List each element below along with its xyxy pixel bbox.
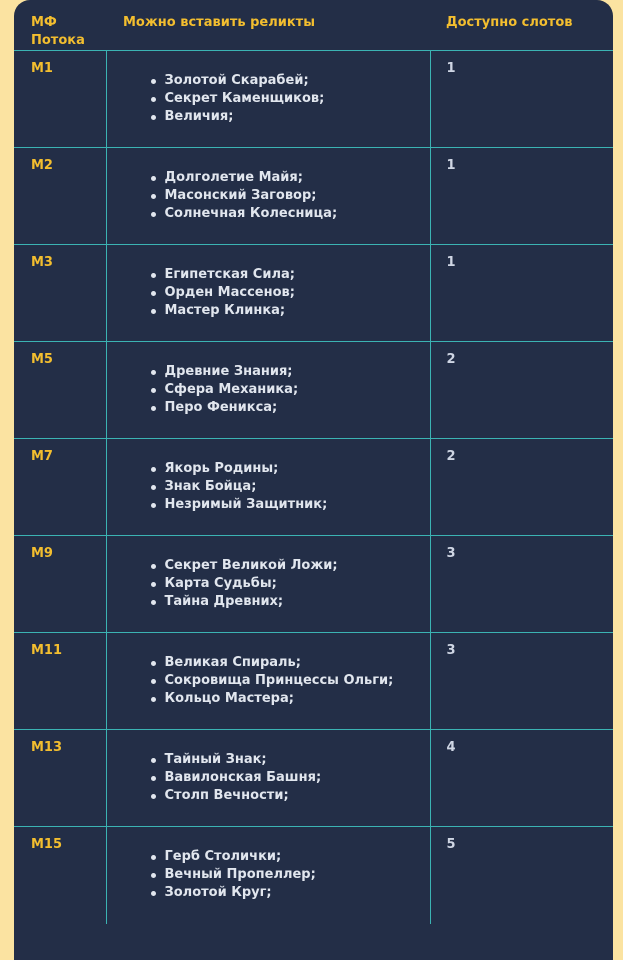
list-item: Древние Знания; — [165, 363, 430, 381]
header-relics: Можно вставить реликты — [123, 15, 315, 30]
relics-cell — [106, 827, 430, 924]
relics-cell — [106, 439, 430, 536]
table-row — [14, 730, 613, 827]
slots-cell: 2 — [430, 439, 613, 536]
mf-cell: М9 — [14, 536, 106, 633]
list-item: Тайна Древних; — [165, 593, 430, 611]
header-mf: МФ Потока — [31, 15, 85, 48]
table-row — [14, 148, 613, 245]
list-item: Вечный Пропеллер; — [165, 866, 430, 884]
list-item: Сокровища Принцессы Ольги; — [165, 672, 430, 690]
mf-cell: М5 — [14, 342, 106, 439]
table-row — [14, 51, 613, 148]
slots-cell: 1 — [430, 245, 613, 342]
table-row — [14, 536, 613, 633]
relics-list — [107, 730, 430, 806]
mf-cell: М11 — [14, 633, 106, 730]
list-item: Масонский Заговор; — [165, 187, 430, 205]
list-item: Золотой Скарабей; — [165, 72, 430, 90]
relics-list — [107, 439, 430, 515]
list-item: Солнечная Колесница; — [165, 205, 430, 223]
mf-cell: М15 — [14, 827, 106, 924]
mf-cell: М2 — [14, 148, 106, 245]
list-item: Египетская Сила; — [165, 266, 430, 284]
relics-list — [107, 245, 430, 321]
list-item: Незримый Защитник; — [165, 496, 430, 514]
list-item: Золотой Круг; — [165, 884, 430, 902]
relics-list — [107, 51, 430, 127]
list-item: Перо Феникса; — [165, 399, 430, 417]
slots-cell: 4 — [430, 730, 613, 827]
relics-cell — [106, 536, 430, 633]
list-item: Столп Вечности; — [165, 787, 430, 805]
list-item: Вавилонская Башня; — [165, 769, 430, 787]
table-row — [14, 245, 613, 342]
list-item: Секрет Каменщиков; — [165, 90, 430, 108]
list-item: Кольцо Мастера; — [165, 690, 430, 708]
relics-list — [107, 342, 430, 418]
list-item: Сфера Механика; — [165, 381, 430, 399]
list-item: Великая Спираль; — [165, 654, 430, 672]
list-item: Герб Столички; — [165, 848, 430, 866]
relics-list — [107, 633, 430, 709]
list-item: Долголетие Майя; — [165, 169, 430, 187]
list-item: Мастер Клинка; — [165, 302, 430, 320]
mf-cell: М3 — [14, 245, 106, 342]
relics-cell — [106, 245, 430, 342]
relics-table — [14, 0, 613, 924]
list-item: Величия; — [165, 108, 430, 126]
slots-cell: 2 — [430, 342, 613, 439]
mf-cell: М7 — [14, 439, 106, 536]
table-row — [14, 342, 613, 439]
slots-cell: 1 — [430, 51, 613, 148]
relics-cell — [106, 730, 430, 827]
relics-list — [107, 536, 430, 612]
table-row — [14, 633, 613, 730]
table-header-row — [14, 0, 613, 51]
list-item: Тайный Знак; — [165, 751, 430, 769]
list-item: Знак Бойца; — [165, 478, 430, 496]
slots-cell: 1 — [430, 148, 613, 245]
relics-list — [107, 148, 430, 224]
table-row — [14, 439, 613, 536]
slots-cell: 3 — [430, 536, 613, 633]
slots-cell: 5 — [430, 827, 613, 924]
header-slots: Доступно слотов — [446, 15, 573, 30]
relics-cell — [106, 148, 430, 245]
slots-cell: 3 — [430, 633, 613, 730]
relics-table-panel — [14, 0, 613, 960]
list-item: Секрет Великой Ложи; — [165, 557, 430, 575]
table-row — [14, 827, 613, 924]
relics-cell — [106, 342, 430, 439]
mf-cell: М1 — [14, 51, 106, 148]
relics-cell — [106, 51, 430, 148]
list-item: Карта Судьбы; — [165, 575, 430, 593]
relics-list — [107, 827, 430, 903]
list-item: Орден Массенов; — [165, 284, 430, 302]
mf-cell: М13 — [14, 730, 106, 827]
relics-cell — [106, 633, 430, 730]
list-item: Якорь Родины; — [165, 460, 430, 478]
